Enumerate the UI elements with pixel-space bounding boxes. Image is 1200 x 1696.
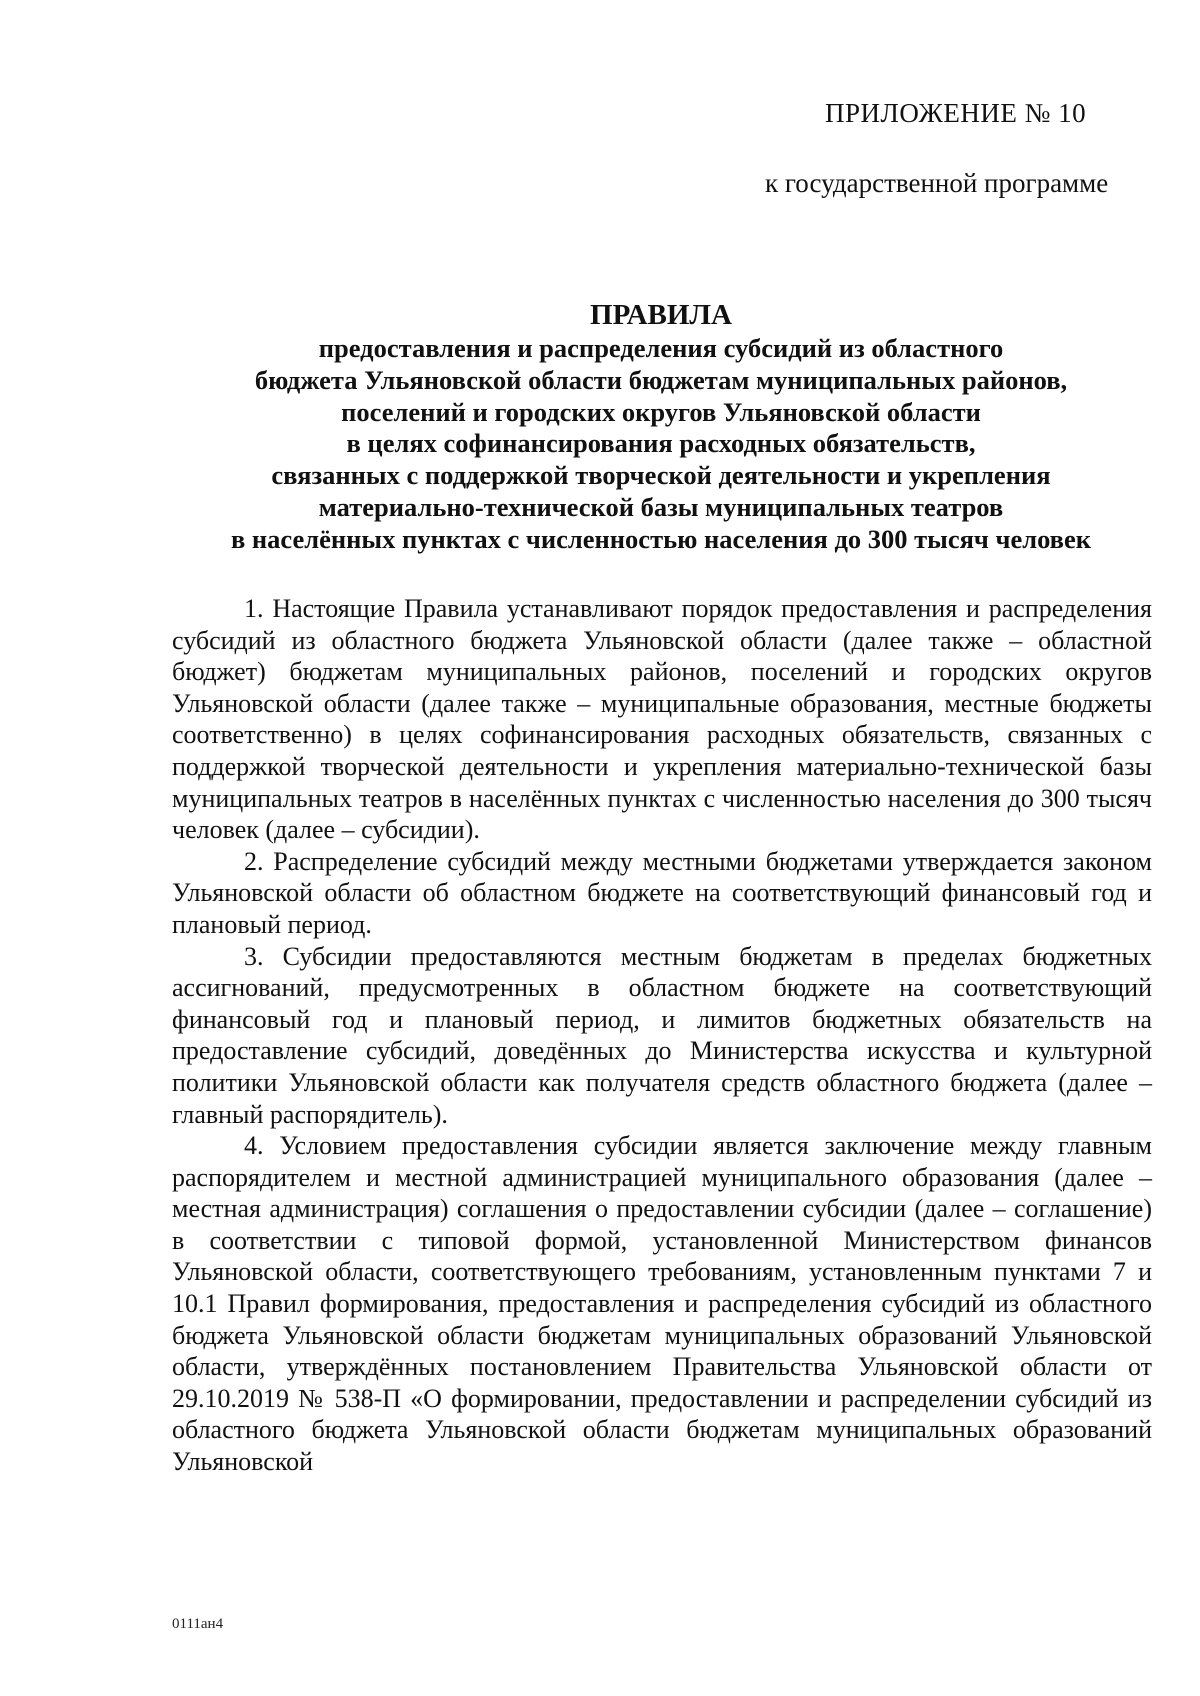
paragraph-1: 1. Настоящие Правила устанавливают порядок предоставления и распределения субсидий из областного бюджета Ульяновской области (далее также – областной бюджет) бюджетам муниципальных районов, поселений и городских округов Ульяновской области (далее также – муниципальные образования, местные бюджеты соответственно) в целях софинансирования расходных обязательств, связанных с поддержкой творческой деятельности и укрепления материально-технической базы муниципальных театров в населённых пунктах с численностью населения до 300 тысяч человек (далее – субсидии). <box>172 594 1152 845</box>
heading-line: в населённых пунктах с численностью населения до 300 тысяч человек <box>230 523 1092 554</box>
paragraph-2: 2. Распределение субсидий между местными бюджетами утверждается законом Ульяновской области об областном бюджете на соответствующий финансовый год и плановый период. <box>172 846 1152 939</box>
heading-line: предоставления и распределения субсидий из областного <box>318 333 1004 363</box>
annex-title: ПРИЛОЖЕНИЕ № 10 <box>825 98 1087 128</box>
heading-line: материально-технической базы муниципальных театров <box>318 491 1004 522</box>
footer-document-code: 0111ан4 <box>172 1616 224 1632</box>
document-body <box>172 593 1152 1478</box>
heading-line: бюджета Ульяновской области бюджетам муниципальных районов, <box>254 364 1068 395</box>
paragraph-4: 4. Условием предоставления субсидии является заключение между главным распорядителем и местной администрацией муниципального образования (далее – местная администрация) соглашения о предоставлении субсидии (далее – соглашение) в соответствии с типовой формой, установленной Министерством финансов Ульяновской области, соответствующего требованиям, установленным пунктами 7 и 10.1 Правил формирования, предоставления и распределения субсидий из областного бюджета Ульяновской области бюджетам муниципальных образований Ульяновской области, утверждённых постановлением Правительства Ульяновской области от 29.10.2019 № 538-П «О формировании, предоставлении и распределении субсидий из областного бюджета Ульяновской области бюджетам муниципальных образований Ульяновской <box>172 1131 1152 1477</box>
heading-line: поселений и городских округов Ульяновской области <box>341 396 981 427</box>
heading-line: в целях софинансирования расходных обязательств, <box>346 428 976 459</box>
annex-subtitle: к государственной программе <box>765 168 1109 198</box>
paragraph-3: 3. Субсидии предоставляются местным бюджетам в пределах бюджетных ассигнований, предусмотренных в областном бюджете на соответствующий финансовый год и плановый период, и лимитов бюджетных обязательств на предоставление субсидий, доведённых до Министерства искусства и культурной политики Ульяновской области как получателя средств областного бюджета (далее – главный распорядитель). <box>172 941 1152 1129</box>
document-heading <box>170 297 1152 556</box>
document-title: ПРАВИЛА <box>590 299 732 331</box>
heading-line: связанных с поддержкой творческой деятельности и укрепления <box>271 460 1051 491</box>
